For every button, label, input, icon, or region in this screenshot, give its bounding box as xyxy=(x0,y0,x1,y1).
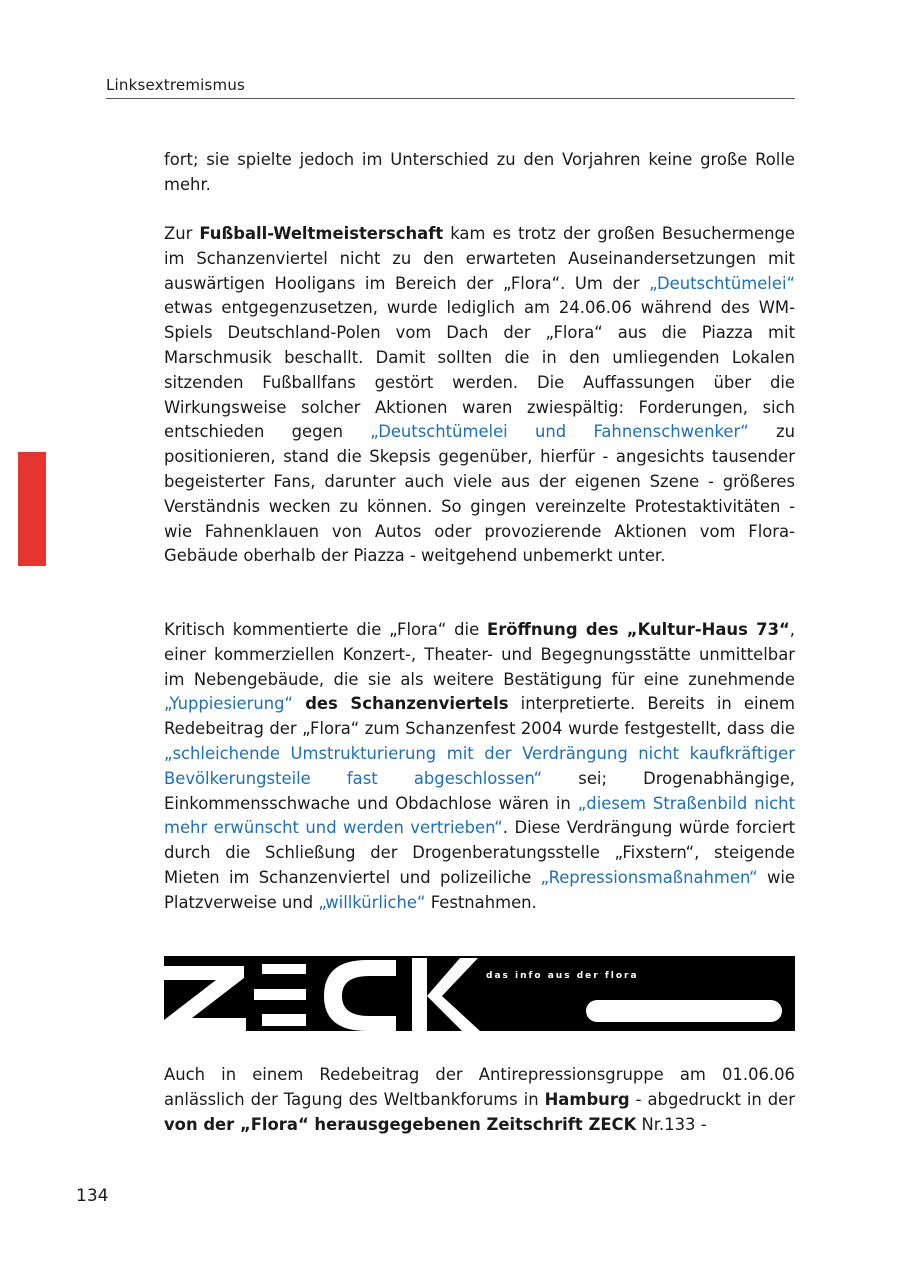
header-rule xyxy=(106,98,795,99)
zeck-tagline: das info aus der flora xyxy=(486,971,639,981)
paragraph-world-cup xyxy=(164,222,795,569)
bold-term: Fußball-Weltmeisterschaft xyxy=(199,224,444,243)
quote-highlight: „willkürliche“ xyxy=(318,892,426,912)
text-run: Nr.133 - xyxy=(636,1114,707,1134)
quote-highlight: „Deutschtümelei und Fahnenschwenker“ xyxy=(370,422,749,442)
bold-term: Hamburg xyxy=(544,1089,630,1109)
quote-highlight: „Deutschtümelei“ xyxy=(649,273,795,293)
quote-highlight: „Repressionsmaßnahmen“ xyxy=(540,867,758,887)
paragraph-antirepression xyxy=(164,1063,795,1137)
text-run: etwas entgegenzusetzen, wurde lediglich am 24.06.06 während des WM-Spiels Deutschland-Polen vom Dach der „Flora“ aus die Piazza mit Marschmusik beschallt. Damit sollten die in den umliegenden Lokalen sitzenden Fußballfans gestört werden. Die Auffassungen über die Wirkungsweise solcher Aktionen waren zwiespältig: Forderungen, sich entschieden gegen xyxy=(164,298,795,442)
page-number: 134 xyxy=(76,1186,109,1206)
text-run: . Diese Verdrängung würde forciert durch die Schließung der Drogenberatungsstelle „Fixstern“, steigende Mieten im Schanzenviertel und polizeiliche xyxy=(164,818,795,887)
chapter-side-marker xyxy=(18,452,46,566)
quote-highlight: „diesem Straßenbild nicht mehr erwünscht und werden vertrieben“ xyxy=(164,793,795,838)
text-run: zu positionieren, stand die Skepsis gegenüber, hierfür - angesichts tausender begeisterter Fans, darunter auch viele aus der eigenen Szene - größeres Verständnis wecken zu können. So gingen vereinzelte Protestaktivitäten - wie Fahnenklauen von Autos oder provozierende Aktionen vom Flora-Gebäude oberhalb der Piazza - weitgehend unbemerkt unter. xyxy=(164,422,796,566)
bold-term: des Schanzenviertels xyxy=(305,694,509,714)
text-run: kam es trotz der großen Besuchermenge im Schanzenviertel nicht zu den erwarteten Auseinandersetzungen mit auswärtigen Hooligans im Bereich der „Flora“. Um der xyxy=(164,224,795,293)
text-run: , einer kommerziellen Konzert-, Theater- und Begegnungsstätte unmittelbar im Nebengebäude, die sie als weitere Bestätigung für eine zunehmende xyxy=(164,620,795,689)
text-run: Kritisch kommentierte die „Flora“ die xyxy=(164,620,487,639)
text-run: Auch in einem Redebeitrag der Antirepressionsgruppe am 01.06.06 anlässlich der Tagung des Weltbankforums in xyxy=(164,1065,795,1109)
bold-term: von der „Flora“ herausgegebenen Zeitschrift ZECK xyxy=(164,1114,637,1134)
paragraph-kultur-haus xyxy=(164,618,795,916)
text-run: sei; Drogenabhängige, Einkommensschwache und Obdachlose wären in xyxy=(164,768,795,813)
text-run: wie Platzverweise und xyxy=(164,867,795,912)
bold-term: Eröffnung des „Kultur-Haus 73“ xyxy=(487,620,790,639)
paragraph-1 xyxy=(164,148,795,198)
text-run: interpretierte. Bereits in einem Redebeitrag der „Flora“ zum Schanzenfest 2004 wurde festgestellt, dass die xyxy=(164,694,795,739)
text-run: Festnahmen. xyxy=(425,892,537,912)
text-run: - abgedruckt in der xyxy=(629,1089,795,1109)
text-run: fort; sie spielte jedoch im Unterschied zu den Vorjahren keine große Rolle mehr. xyxy=(164,150,795,194)
zeck-logo-icon xyxy=(164,956,795,1031)
quote-highlight: „Yuppiesierung“ xyxy=(164,694,294,714)
text-run xyxy=(293,694,305,713)
zeck-logo-banner xyxy=(164,956,795,1031)
quote-highlight: „schleichende Umstrukturierung mit der Verdrängung nicht kaufkräftiger Bevölkerungsteile fast abgeschlossen“ xyxy=(164,743,795,788)
text-run: Zur xyxy=(164,224,200,243)
running-header: Linksextremismus xyxy=(106,76,246,94)
